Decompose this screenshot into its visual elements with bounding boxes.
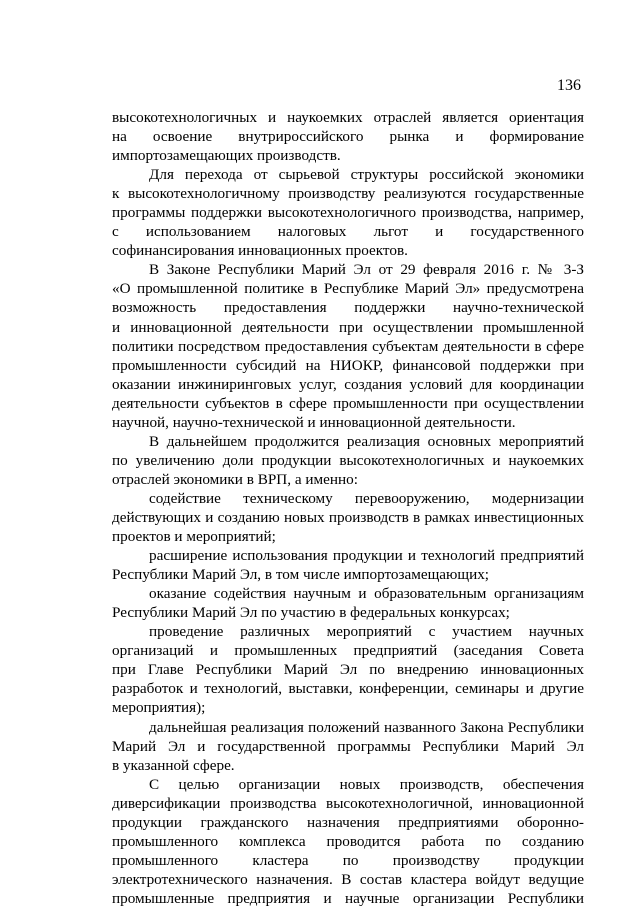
text-line: Республики Марий Эл, в том числе импортозамещающих; — [112, 566, 490, 584]
text-line: мероприятия); — [112, 699, 206, 717]
text-line: по увеличению доли продукции высокотехнологичных и наукоемких — [112, 451, 584, 469]
text-line: электротехнического назначения. В состав кластера войдут ведущие — [112, 870, 584, 888]
text-line: промышленности субсидий на НИОКР, финансовой поддержки при — [112, 356, 584, 374]
text-line: проектов и мероприятий; — [112, 528, 276, 546]
text-line: промышленного комплекса проводится работа по созданию — [112, 832, 584, 850]
text-line: разработок и технологий, выставки, конференции, семинары и другие — [112, 680, 584, 698]
text-line: Для перехода от сырьевой структуры российской экономики — [149, 166, 584, 184]
text-line: расширение использования продукции и технологий предприятий — [149, 547, 584, 565]
text-line: высокотехнологичных и наукоемких отраслей является ориентация — [112, 109, 584, 126]
text-line: на освоение внутрироссийского рынка и формирование — [112, 128, 584, 146]
text-line: содействие техническому перевооружению, модернизации — [149, 489, 584, 507]
text-line: в указанной сфере. — [112, 756, 235, 774]
text-line: с использованием налоговых льгот и государственного — [112, 223, 584, 241]
text-line: импортозамещающих производств. — [112, 147, 341, 165]
text-line: к высокотехнологичному производству реализуются государственные — [112, 185, 584, 203]
body-text — [112, 108, 584, 908]
text-line: промышленного кластера по производству продукции — [112, 851, 584, 869]
text-line: отраслей экономики в ВРП, а именно: — [112, 470, 358, 488]
page-number: 136 — [557, 77, 581, 94]
text-line: и инновационной деятельности при осуществлении промышленной — [112, 318, 584, 336]
text-line: организаций и промышленных предприятий (заседания Совета — [112, 642, 584, 660]
text-line: промышленные предприятия и научные организации Республики — [112, 889, 584, 907]
text-line: политики посредством предоставления субъектам деятельности в сфере — [112, 337, 584, 355]
text-line: научной, научно-технической и инновационной деятельности. — [112, 413, 516, 431]
text-line: В дальнейшем продолжится реализация основных мероприятий — [149, 432, 584, 450]
text-line: проведение различных мероприятий с участием научных — [149, 623, 584, 641]
text-line: В Законе Республики Марий Эл от 29 февраля 2016 г. № 3-З — [149, 261, 584, 279]
text-line: софинансирования инновационных проектов. — [112, 242, 408, 260]
text-line: программы поддержки высокотехнологичного производства, например, — [112, 204, 584, 222]
text-line: оказании инжиниринговых услуг, создания условий для координации — [112, 375, 584, 393]
text-line: деятельности субъектов в сфере промышленности при осуществлении — [112, 394, 584, 412]
text-line: дальнейшая реализация положений названного Закона Республики — [149, 718, 584, 736]
text-line: Республики Марий Эл по участию в федеральных конкурсах; — [112, 604, 510, 622]
text-line: при Главе Республики Марий Эл по внедрению инновационных — [112, 661, 584, 679]
text-line: диверсификации производства высокотехнологичной, инновационной — [112, 794, 584, 812]
text-line: продукции гражданского назначения предприятиями оборонно- — [112, 813, 584, 831]
text-line: действующих и созданию новых производств в рамках инвестиционных — [112, 508, 584, 526]
text-line: возможность предоставления поддержки научно-технической — [112, 299, 584, 317]
text-line: С целью организации новых производств, обеспечения — [149, 775, 584, 793]
text-line: «О промышленной политике в Республике Марий Эл» предусмотрена — [112, 280, 584, 298]
text-line: Марий Эл и государственной программы Республики Марий Эл — [112, 737, 584, 755]
text-line: оказание содействия научным и образовательным организациям — [149, 585, 584, 603]
